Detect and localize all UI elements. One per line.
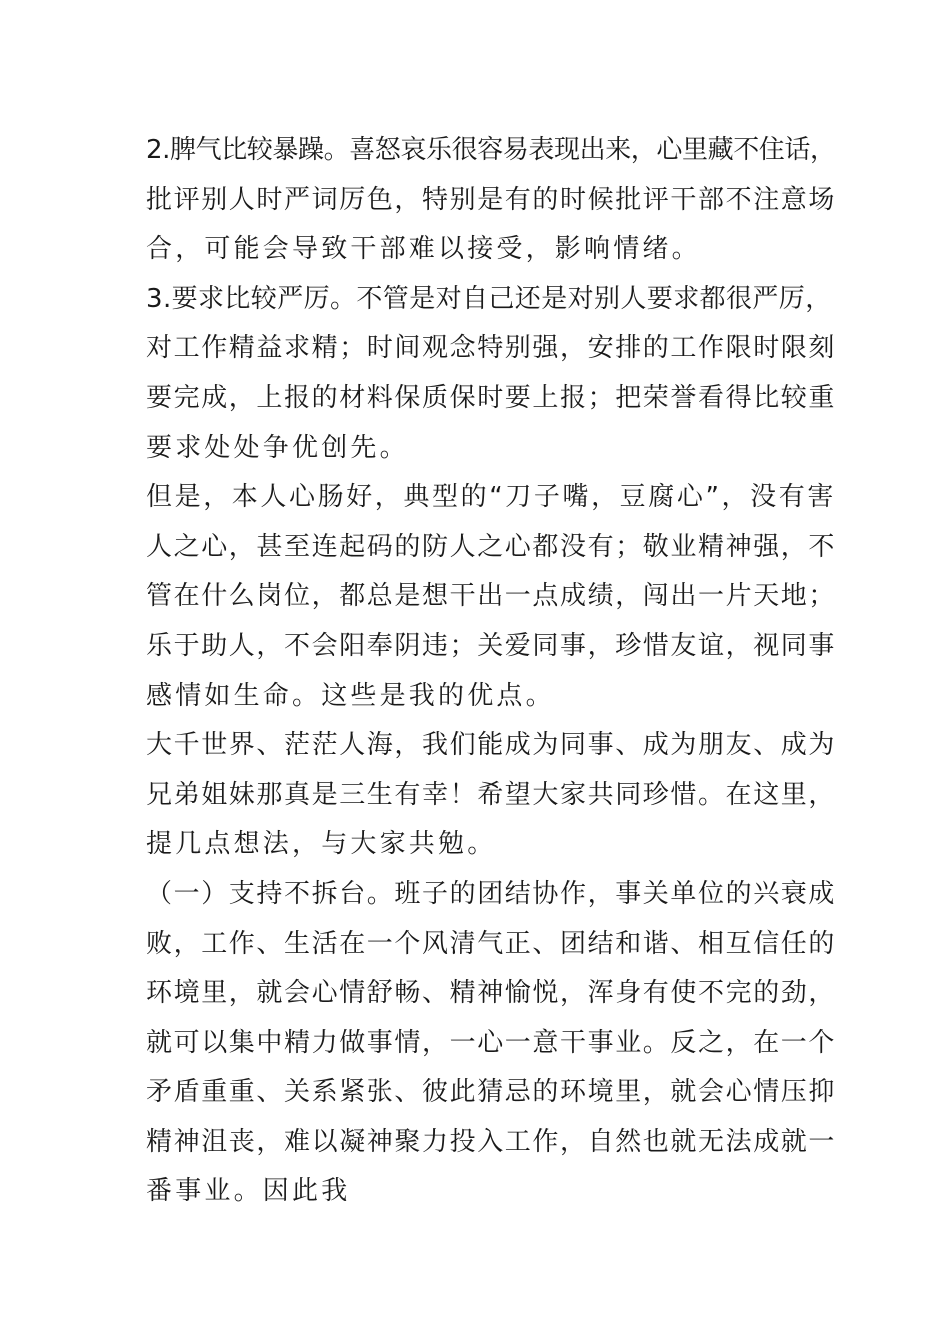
- text-line: 合，可能会导致干部难以接受，影响情绪。: [146, 234, 701, 265]
- text-line: 2.脾气比较暴躁。喜怒哀乐很容易表现出来，心里藏不住话，: [146, 135, 836, 165]
- text-line: 精神沮丧，难以凝神聚力投入工作，自然也就无法成就一: [146, 1126, 837, 1157]
- text-line: 批评别人时严词厉色，特别是有的时候批评干部不注意场: [146, 184, 837, 215]
- text-line: 番事业。因此我: [146, 1176, 351, 1207]
- text-line: 败，工作、生活在一个风清气正、团结和谐、相互信任的: [146, 928, 837, 959]
- text-line: 矛盾重重、关系紧张、彼此猜忌的环境里，就会心情压抑: [146, 1077, 837, 1108]
- text-line: 管在什么岗位，都总是想干出一点成绩，闯出一片天地；: [146, 581, 837, 612]
- text-line: 乐于助人，不会阳奉阴违；关爱同事，珍惜友谊，视同事: [146, 630, 837, 661]
- text-line: 对工作精益求精；时间观念特别强，安排的工作限时限刻: [146, 333, 837, 364]
- document-body: [146, 126, 837, 1217]
- text-line: 感情如生命。这些是我的优点。: [146, 680, 555, 711]
- text-line: 3.要求比较严厉。不管是对自己还是对别人要求都很严厉，: [146, 283, 832, 314]
- text-line: 提几点想法，与大家共勉。: [146, 829, 497, 860]
- text-line: 大千世界、茫茫人海，我们能成为同事、成为朋友、成为: [146, 730, 837, 761]
- text-line: 但是，本人心肠好，典型的“刀子嘴，豆腐心”，没有害: [146, 482, 836, 513]
- text-line: 兄弟姐妹那真是三生有幸！希望大家共同珍惜。在这里，: [146, 779, 837, 810]
- text-line: 就可以集中精力做事情，一心一意干事业。反之，在一个: [146, 1027, 837, 1058]
- text-line: 人之心，甚至连起码的防人之心都没有；敬业精神强，不: [146, 531, 837, 562]
- text-line: 要完成，上报的材料保质保时要上报；把荣誉看得比较重: [146, 382, 837, 413]
- text-line: 要求处处争优创先。: [146, 432, 409, 463]
- text-line: （一）支持不拆台。班子的团结协作，事关单位的兴衰成: [146, 878, 837, 909]
- text-line: 环境里，就会心情舒畅、精神愉悦，浑身有使不完的劲，: [146, 978, 837, 1009]
